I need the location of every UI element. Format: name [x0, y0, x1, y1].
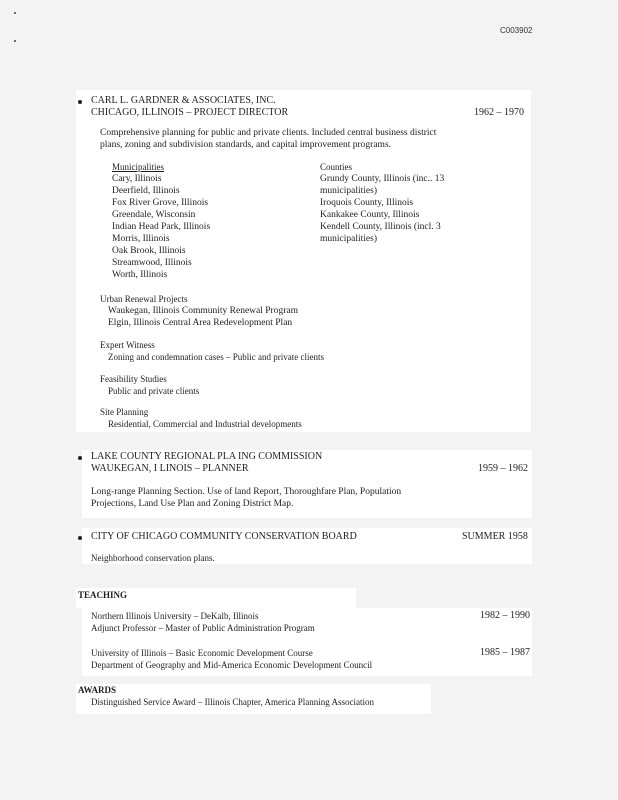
employer-role: CHICAGO, ILLINOIS – PROJECT DIRECTOR	[91, 107, 289, 118]
employment-dates: 1962 – 1970	[474, 107, 524, 118]
teaching-role: Department of Geography and Mid-America Economic Development Council	[91, 660, 373, 670]
employer-title: CARL L. GARDNER & ASSOCIATES, INC.	[91, 95, 276, 106]
counties-heading: Counties	[320, 162, 353, 172]
description-line: Long-range Planning Section. Use of land Report, Thoroughfare Plan, Population	[91, 487, 402, 497]
employer-role: WAUKEGAN, I LINOIS – PLANNER	[91, 463, 249, 474]
list-item: Elgin, Illinois Central Area Redevelopment Plan	[108, 318, 293, 328]
awards-heading: AWARDS	[78, 685, 117, 695]
employer-description	[100, 127, 520, 151]
list-item: Greendale, Wisconsin	[112, 210, 196, 220]
teaching-institution: University of Illinois – Basic Economic Development Course	[91, 648, 313, 658]
teaching-institution: Northern Illinois University – DeKalb, Illinois	[91, 611, 259, 621]
list-item: municipalities)	[320, 234, 377, 244]
list-item: Morris, Illinois	[112, 234, 170, 244]
site-planning-item: Residential, Commercial and Industrial developments	[108, 419, 302, 429]
list-item: Worth, Illinois	[112, 270, 168, 280]
list-item: Indian Head Park, Illinois	[112, 222, 211, 232]
employer-description	[91, 486, 531, 510]
teaching-heading: TEACHING	[78, 590, 128, 600]
document-id: C003902	[500, 26, 533, 35]
feasibility-heading: Feasibility Studies	[100, 374, 167, 384]
counties-list	[320, 173, 500, 245]
list-item: Waukegan, Illinois Community Renewal Program	[108, 306, 298, 316]
teaching-dates: 1985 – 1987	[480, 647, 530, 658]
employment-dates: 1959 – 1962	[478, 463, 528, 474]
employment-dates: SUMMER 1958	[462, 531, 528, 542]
list-item: Kendell County, Illinois (incl. 3	[320, 222, 441, 232]
bullet	[78, 100, 82, 104]
description-line: Projections, Land Use Plan and Zoning District Map.	[91, 499, 294, 509]
description-line: Comprehensive planning for public and private clients. Included central business district	[100, 128, 437, 138]
feasibility-item: Public and private clients	[108, 386, 200, 396]
list-item: Cary, Illinois	[112, 174, 162, 184]
urban-renewal-heading: Urban Renewal Projects	[100, 294, 188, 304]
list-item: Oak Brook, Illinois	[112, 246, 186, 256]
list-item: Kankakee County, Illinois	[320, 210, 420, 220]
employer-description: Neighborhood conservation plans.	[91, 553, 215, 563]
expert-witness-heading: Expert Witness	[100, 340, 155, 350]
list-item: Grundy County, Illinois (inc.. 13	[320, 174, 445, 184]
employer-title: LAKE COUNTY REGIONAL PLA ING COMMISSION	[91, 451, 323, 462]
expert-witness-item: Zoning and condemnation cases – Public and private clients	[108, 352, 324, 362]
municipalities-heading: Municipalities	[112, 162, 164, 172]
site-planning-heading: Site Planning	[100, 407, 149, 417]
scan-speck	[14, 40, 16, 42]
bullet	[78, 536, 82, 540]
list-item: Deerfield, Illinois	[112, 186, 180, 196]
description-line: plans, zoning and subdivision standards, and capital improvement programs.	[100, 140, 392, 150]
urban-renewal-list	[108, 305, 298, 329]
list-item: Fox River Grove, Illinois	[112, 198, 209, 208]
list-item: Streamwood, Illinois	[112, 258, 192, 268]
employer-title: CITY OF CHICAGO COMMUNITY CONSERVATION BOARD	[91, 531, 357, 542]
list-item: municipalities)	[320, 186, 377, 196]
teaching-dates: 1982 – 1990	[480, 610, 530, 621]
teaching-role: Adjunct Professor – Master of Public Administration Program	[91, 623, 315, 633]
list-item: Iroquois County, Illinois	[320, 198, 414, 208]
municipalities-list	[112, 173, 312, 281]
award-item: Distinguished Service Award – Illinois Chapter, America Planning Association	[91, 697, 375, 707]
bullet	[78, 456, 82, 460]
scan-speck	[14, 12, 16, 14]
